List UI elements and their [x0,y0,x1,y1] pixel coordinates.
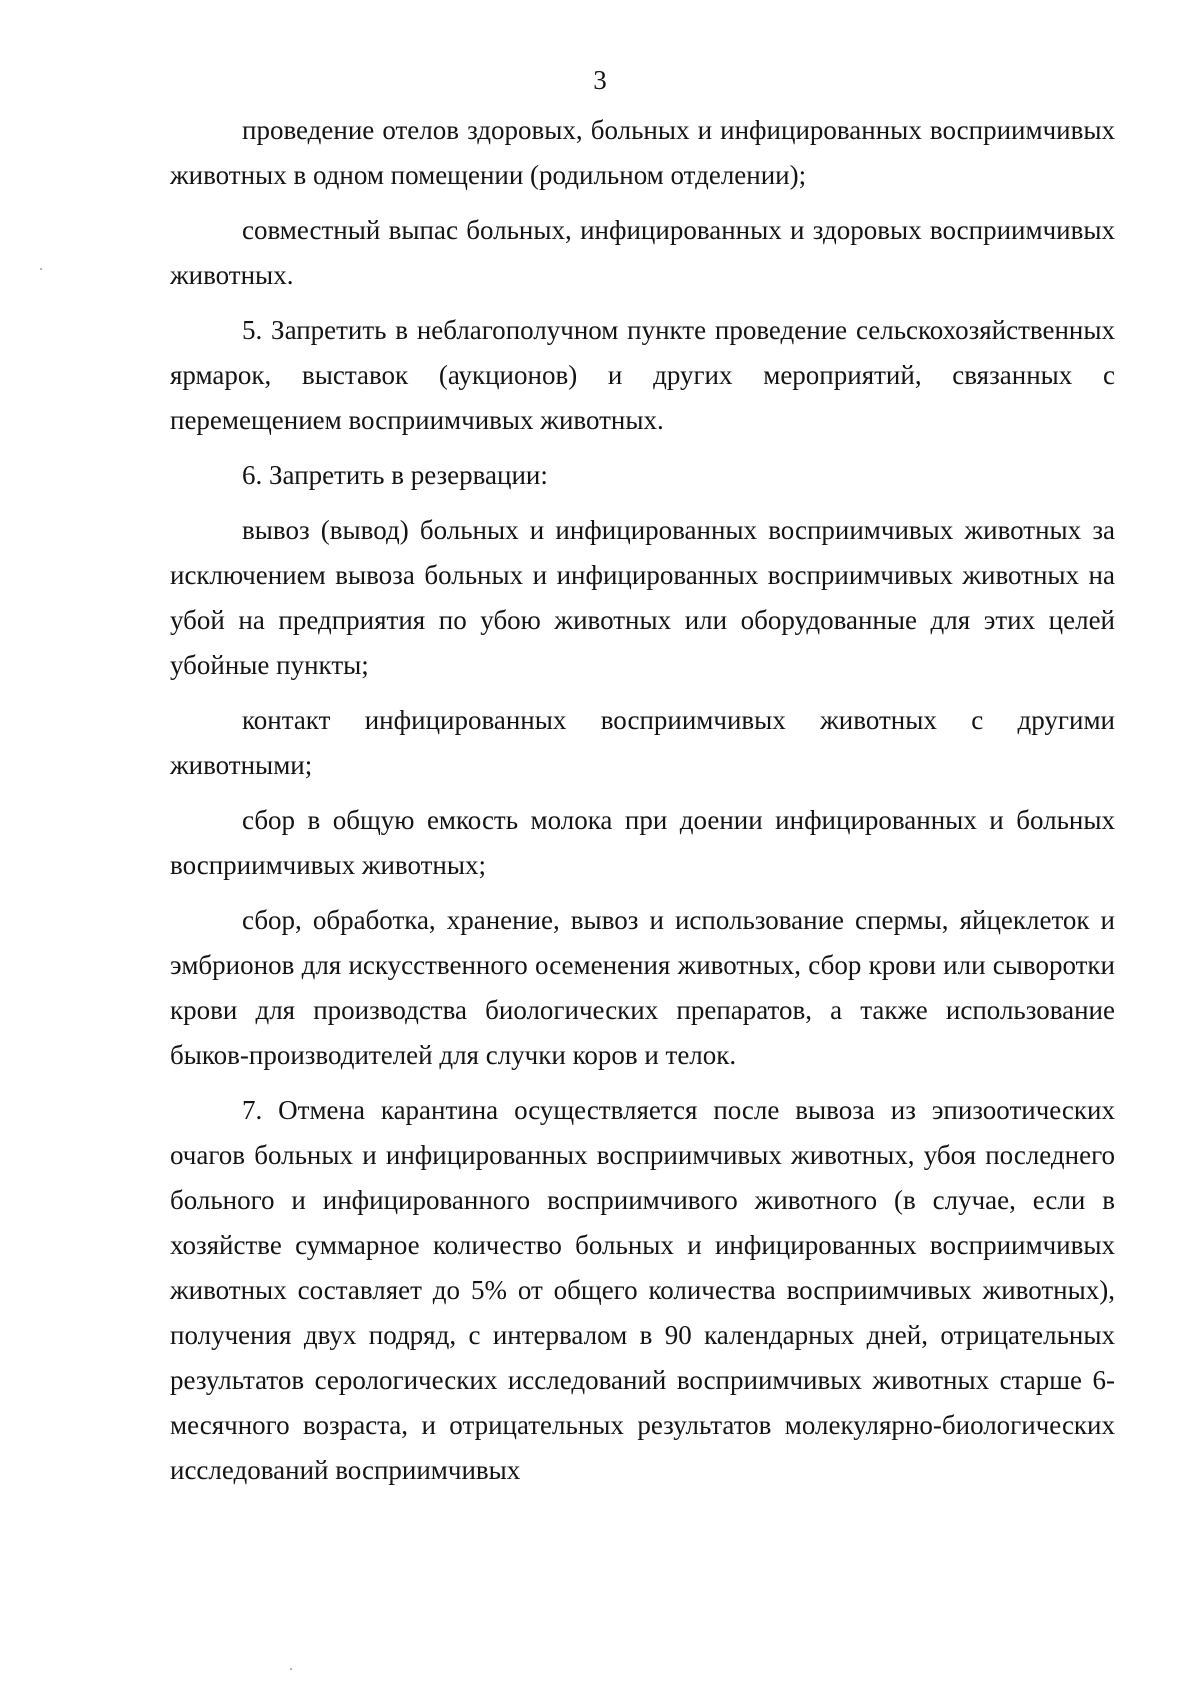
paragraph-calving: проведение отелов здоровых, больных и инфицированных восприимчивых животных в одном помещении (родильном отделении); [170,115,1115,190]
scan-speck [290,1668,292,1670]
document-body [170,108,1115,1503]
paragraph-item-5: 5. Запретить в неблагополучном пункте проведение сельскохозяйственных ярмарок, выставок (аукционов) и других мероприятий, связанных с перемещением восприимчивых животных. [170,315,1115,435]
paragraph-contact: контакт инфицированных восприимчивых животных с другими животными; [170,705,1115,780]
paragraph-sperm-embryos: сбор, обработка, хранение, вывоз и использование спермы, яйцеклеток и эмбрионов для искусственного осеменения животных, сбор крови или сыворотки крови для производства биологических препаратов, а также использование быков-производителей для случки коров и телок. [170,905,1115,1070]
paragraph-removal: вывоз (вывод) больных и инфицированных восприимчивых животных за исключением вывоза больных и инфицированных восприимчивых животных на убой на предприятия по убою животных или оборудованные для этих целей убойные пункты; [170,515,1115,680]
paragraph-item-7: 7. Отмена карантина осуществляется после вывоза из эпизоотических очагов больных и инфицированных восприимчивых животных, убоя последнего больного и инфицированного восприимчивого животного (в случае, если в хозяйстве суммарное количество больных и инфицированных восприимчивых животных составляет до 5% от общего количества восприимчивых животных), получения двух подряд, с интервалом в 90 календарных дней, отрицательных результатов серологических исследований восприимчивых животных старше 6-месячного возраста, и отрицательных результатов молекулярно-биологических исследований восприимчивых [170,1095,1115,1485]
paragraph-item-6-heading: 6. Запретить в резервации: [242,460,548,490]
scan-speck [40,268,42,270]
page-number: 3 [593,65,607,95]
paragraph-milk-collection: сбор в общую емкость молока при доении инфицированных и больных восприимчивых животных; [170,805,1115,880]
paragraph-grazing: совместный выпас больных, инфицированных и здоровых восприимчивых животных. [170,215,1115,290]
